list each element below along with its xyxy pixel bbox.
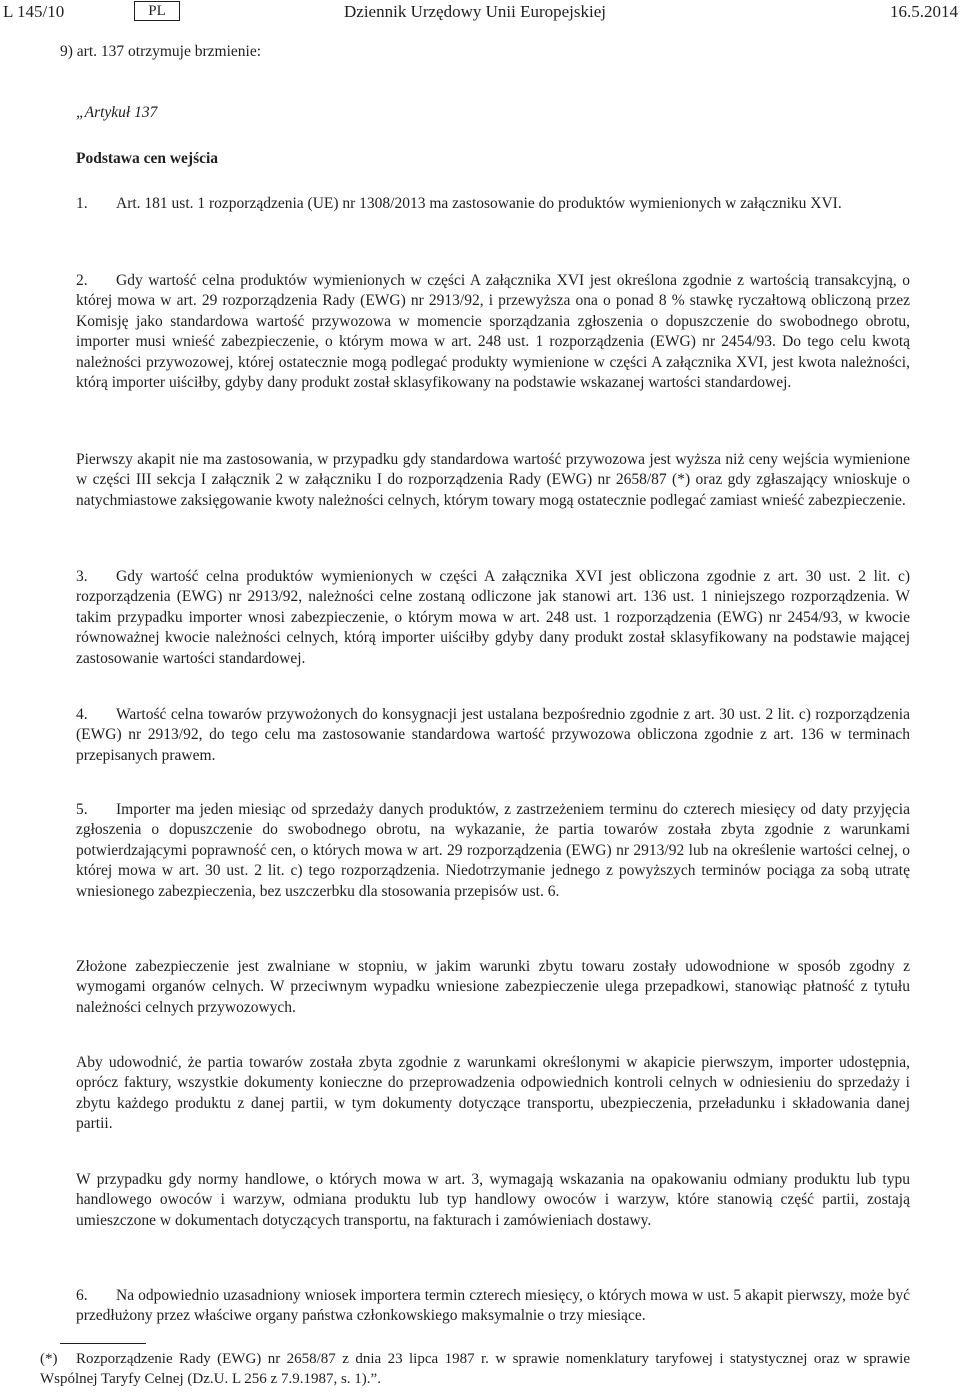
paragraph-5-subparagraph-3: Aby udowodnić, że partia towarów została zbyta zgodnie z warunkami określonymi w akapicie pierwszym, importer udostępnia, oprócz faktury, wszystkie dokumenty konieczne do przeprowadzenia odpowiednich kontroli celnych w odniesieniu do sprzedaży i zbytu każdego produktu z danej partii, w tym dokumenty dotyczące transportu, ubezpieczenia, przeładunku i składowania danej partii.: [76, 1054, 910, 1133]
footnote-mark: (*): [40, 1351, 58, 1367]
paragraph-4: 4. Wartość celna towarów przywożonych do konsygnacji jest ustalana bezpośrednio zgodnie z art. 30 ust. 2 lit. c) rozporządzenia (EWG) nr 2913/92, do tego celu ma zastosowanie standardowa wartość przywozowa obliczona zgodnie z art. 136 w terminach przepisanych prawem.: [76, 706, 910, 764]
amendment-intro: 9) art. 137 otrzymuje brzmienie:: [60, 43, 262, 60]
paragraph-5-subparagraph-4: W przypadku gdy normy handlowe, o których mowa w art. 3, wymagają wskazania na opakowaniu odmiany produktu lub typu handlowego owoców i warzyw, odmiana produktu lub typ handlowy owoców i warzyw, które stanowią część partii, zostają umieszczone w dokumentach dotyczących transportu, na fakturach i zamówieniach dostawy.: [76, 1171, 910, 1229]
footnote-divider: [60, 1343, 146, 1344]
page-header: [0, 0, 960, 24]
page-reference: L 145/10: [3, 2, 65, 21]
paragraph-2-subparagraph: Pierwszy akapit nie ma zastosowania, w przypadku gdy standardowa wartość przywozowa jest wyższa niż ceny wejścia wymienione w części III sekcja I załącznik 2 w załączniku I do rozporządzenia Rady (EWG) nr 2658/87 (*) oraz gdy zgłaszający wnioskuje o natychmiastowe zaksięgowanie kwoty należności celnych, którym towary mogą ostatecznie podlegać zamiast wnieść zabezpieczenie.: [76, 451, 910, 509]
paragraph-5-subparagraph-2: Złożone zabezpieczenie jest zwalniane w stopniu, w jakim warunki zbytu towaru zostały udowodnione w sposób zgodny z wymogami organów celnych. W przeciwnym wypadku wniesione zabezpieczenie ulega przepadkowi, stanowiąc płatność z tytułu należności celnych przywozowych.: [76, 958, 910, 1016]
article-heading: Podstawa cen wejścia: [76, 150, 219, 167]
paragraph-3: 3. Gdy wartość celna produktów wymienionych w części A załącznika XVI jest obliczona zgodnie z art. 30 ust. 2 lit. c) rozporządzenia (EWG) nr 2913/92, należności celne zostaną odliczone jak stanowi art. 136 ust. 1 niniejszego rozporządzenia. W takim przypadku importer wnosi zabezpieczenie, o którym mowa w art. 248 ust. 1 rozporządzenia (EWG) nr 2454/93, w kwocie równoważnej kwocie należności celnych, którą importer uiściłby gdyby dany produkt został sklasyfikowany na podstawie mającej zastosowanie wartości standardowej.: [76, 568, 910, 667]
footnote-text: Rozporządzenie Rady (EWG) nr 2658/87 z dnia 23 lipca 1987 r. w sprawie nomenklatury taryfowej i statystycznej oraz w sprawie Wspólnej Taryfy Celnej (Dz.U. L 256 z 7.9.1987, s. 1).”.: [40, 1351, 910, 1387]
language-badge: PL: [134, 1, 180, 21]
paragraph-6: 6. Na odpowiednio uzasadniony wniosek importera termin czterech miesięcy, o których mowa w ust. 5 akapit pierwszy, może być przedłużony przez właściwe organy państwa członkowskiego maksymalnie o trzy miesiące.: [76, 1287, 910, 1325]
article-title: „Artykuł 137: [76, 104, 158, 121]
paragraph-1: 1. Art. 181 ust. 1 rozporządzenia (UE) nr 1308/2013 ma zastosowanie do produktów wymienionych w załączniku XVI.: [76, 195, 842, 212]
paragraph-2: 2. Gdy wartość celna produktów wymienionych w części A załącznika XVI jest określona zgodnie z wartością transakcyjną, o której mowa w art. 29 rozporządzenia Rady (EWG) nr 2913/92, i przewyższa ona o ponad 8 % stawkę ryczałtową obliczoną przez Komisję jako standardowa wartość przywozowa w momencie sporządzania zgłoszenia o dopuszczenie do swobodnego obrotu, importer musi wnieść zabezpieczenie, o którym mowa w art. 248 ust. 1 rozporządzenia (EWG) nr 2454/93. Do tego celu kwotą należności przywozowej, której ostatecznie mogą podlegać produkty wymienione w części A załącznika XVI, jest kwota należności, którą importer uiściłby, gdyby dany produkt został sklasyfikowany na podstawie wskazanej wartości standardowej.: [76, 272, 910, 392]
publication-date: 16.5.2014: [890, 2, 958, 21]
journal-title: Dziennik Urzędowy Unii Europejskiej: [344, 2, 607, 21]
footnote: [40, 1349, 910, 1389]
paragraph-5: 5. Importer ma jeden miesiąc od sprzedaży danych produktów, z zastrzeżeniem terminu do czterech miesięcy od daty przyjęcia zgłoszenia o dopuszczenie do swobodnego obrotu, na wykazanie, że partia towarów została zbyta zgodnie z warunkami potwierdzającymi poprawność cen, o których mowa w art. 29 rozporządzenia (EWG) nr 2913/92 lub na określenie wartości celnej, o której mowa w art. 30 ust. 2 lit. c) tego rozporządzenia. Niedotrzymanie jednego z powyższych terminów pociąga za sobą utratę wniesionego zabezpieczenia, bez uszczerbku dla stosowania przepisów ust. 6.: [76, 801, 910, 900]
